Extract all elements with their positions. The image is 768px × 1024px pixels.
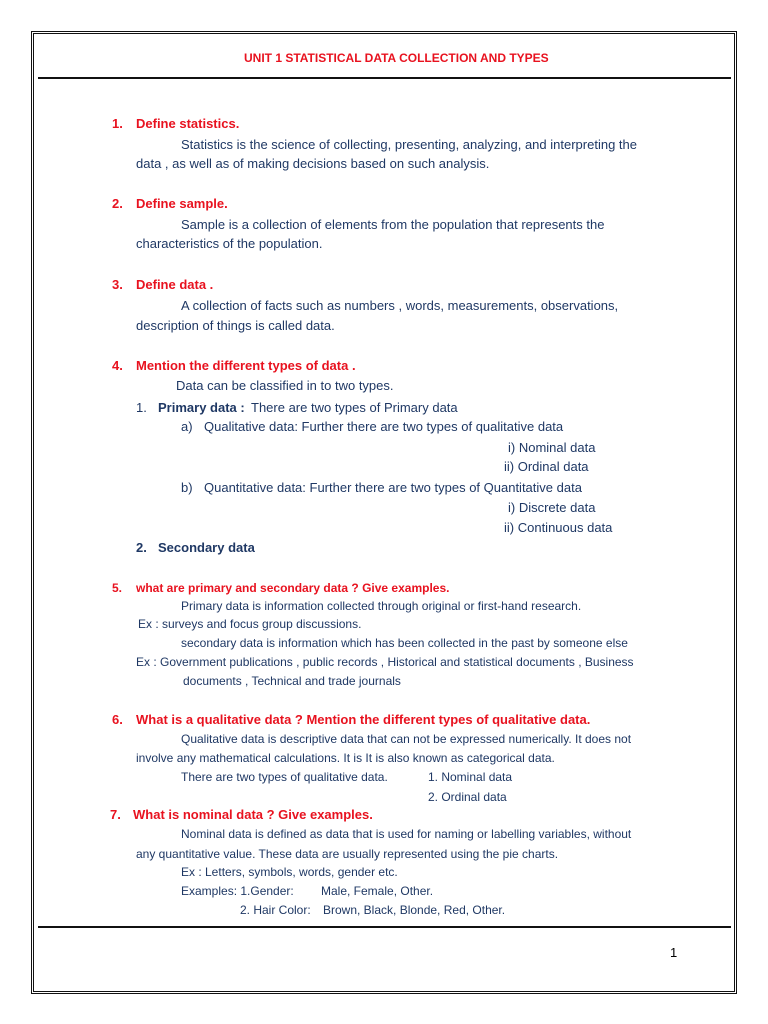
question-6-number: 6. [112,712,123,727]
question-4-number: 4. [112,358,123,373]
question-5-answer-line: secondary data is information which has been collected in the past by someone else [181,636,628,650]
question-3-answer-line: description of things is called data. [136,318,335,333]
question-6-heading: What is a qualitative data ? Mention the different types of qualitative data. [136,712,591,727]
page-number: 1 [670,945,678,960]
question-2-answer-line: Sample is a collection of elements from the population that represents the [181,217,605,232]
question-1-number: 1. [112,116,123,131]
qualitative-data-text: Qualitative data: Further there are two types of qualitative data [204,419,564,434]
quantitative-data-text: Quantitative data: Further there are two types of Quantitative data [204,480,582,495]
document-title: UNIT 1 STATISTICAL DATA COLLECTION AND TYPES [244,51,549,65]
secondary-data-label: Secondary data [158,540,255,555]
question-3-number: 3. [112,277,123,292]
question-4-heading: Mention the different types of data . [136,358,356,373]
hair-color-example-label: 2. Hair Color: [240,903,311,917]
question-1-heading: Define statistics. [136,116,240,131]
hair-color-example-values: Brown, Black, Blonde, Red, Other. [323,903,506,917]
primary-data-label: Primary data : [158,400,245,415]
question-7-number: 7. [110,807,121,822]
question-3-heading: Define data . [136,277,214,292]
question-7-answer-line: any quantitative value. These data are usually represented using the pie charts. [136,847,559,861]
question-6-types-intro: There are two types of qualitative data. [181,770,388,784]
question-7-answer-line: Nominal data is defined as data that is used for naming or labelling variables, without [181,827,632,841]
question-2-heading: Define sample. [136,196,228,211]
continuous-data-item: ii) Continuous data [504,520,613,535]
question-7-answer-line: Ex : Letters, symbols, words, gender etc. [181,865,398,879]
question-5-answer-line: Ex : Government publications , public records , Historical and statistical documents , Business [136,655,634,669]
question-5-answer-line: Primary data is information collected through original or first-hand research. [181,599,582,613]
qualitative-marker: a) [181,419,193,434]
question-5-heading: what are primary and secondary data ? Give examples. [136,581,450,595]
question-1-answer-line: Statistics is the science of collecting, presenting, analyzing, and interpreting the [181,137,637,152]
question-7-heading: What is nominal data ? Give examples. [133,807,373,822]
primary-data-number: 1. [136,400,147,415]
gender-example-label: Examples: 1.Gender: [181,884,294,898]
question-2-answer-line: characteristics of the population. [136,236,323,251]
discrete-data-item: i) Discrete data [508,500,596,515]
title-rule [38,77,731,79]
nominal-type-item: 1. Nominal data [428,770,513,784]
primary-data-text: There are two types of Primary data [251,400,458,415]
question-2-number: 2. [112,196,123,211]
footer-rule [38,926,731,928]
ordinal-type-item: 2. Ordinal data [428,790,507,804]
question-4-intro: Data can be classified in to two types. [176,378,394,393]
nominal-data-item: i) Nominal data [508,440,596,455]
gender-example-values: Male, Female, Other. [321,884,434,898]
question-6-answer-line: involve any mathematical calculations. It is It is also known as categorical data. [136,751,555,765]
question-5-answer-line: Ex : surveys and focus group discussions. [138,617,362,631]
question-5-number: 5. [112,581,123,595]
ordinal-data-item: ii) Ordinal data [504,459,589,474]
question-5-answer-line: documents , Technical and trade journals [183,674,401,688]
question-1-answer-line: data , as well as of making decisions based on such analysis. [136,156,490,171]
quantitative-marker: b) [181,480,193,495]
question-6-answer-line: Qualitative data is descriptive data that can not be expressed numerically. It does not [181,732,632,746]
question-3-answer-line: A collection of facts such as numbers , words, measurements, observations, [181,298,619,313]
secondary-data-number: 2. [136,540,147,555]
